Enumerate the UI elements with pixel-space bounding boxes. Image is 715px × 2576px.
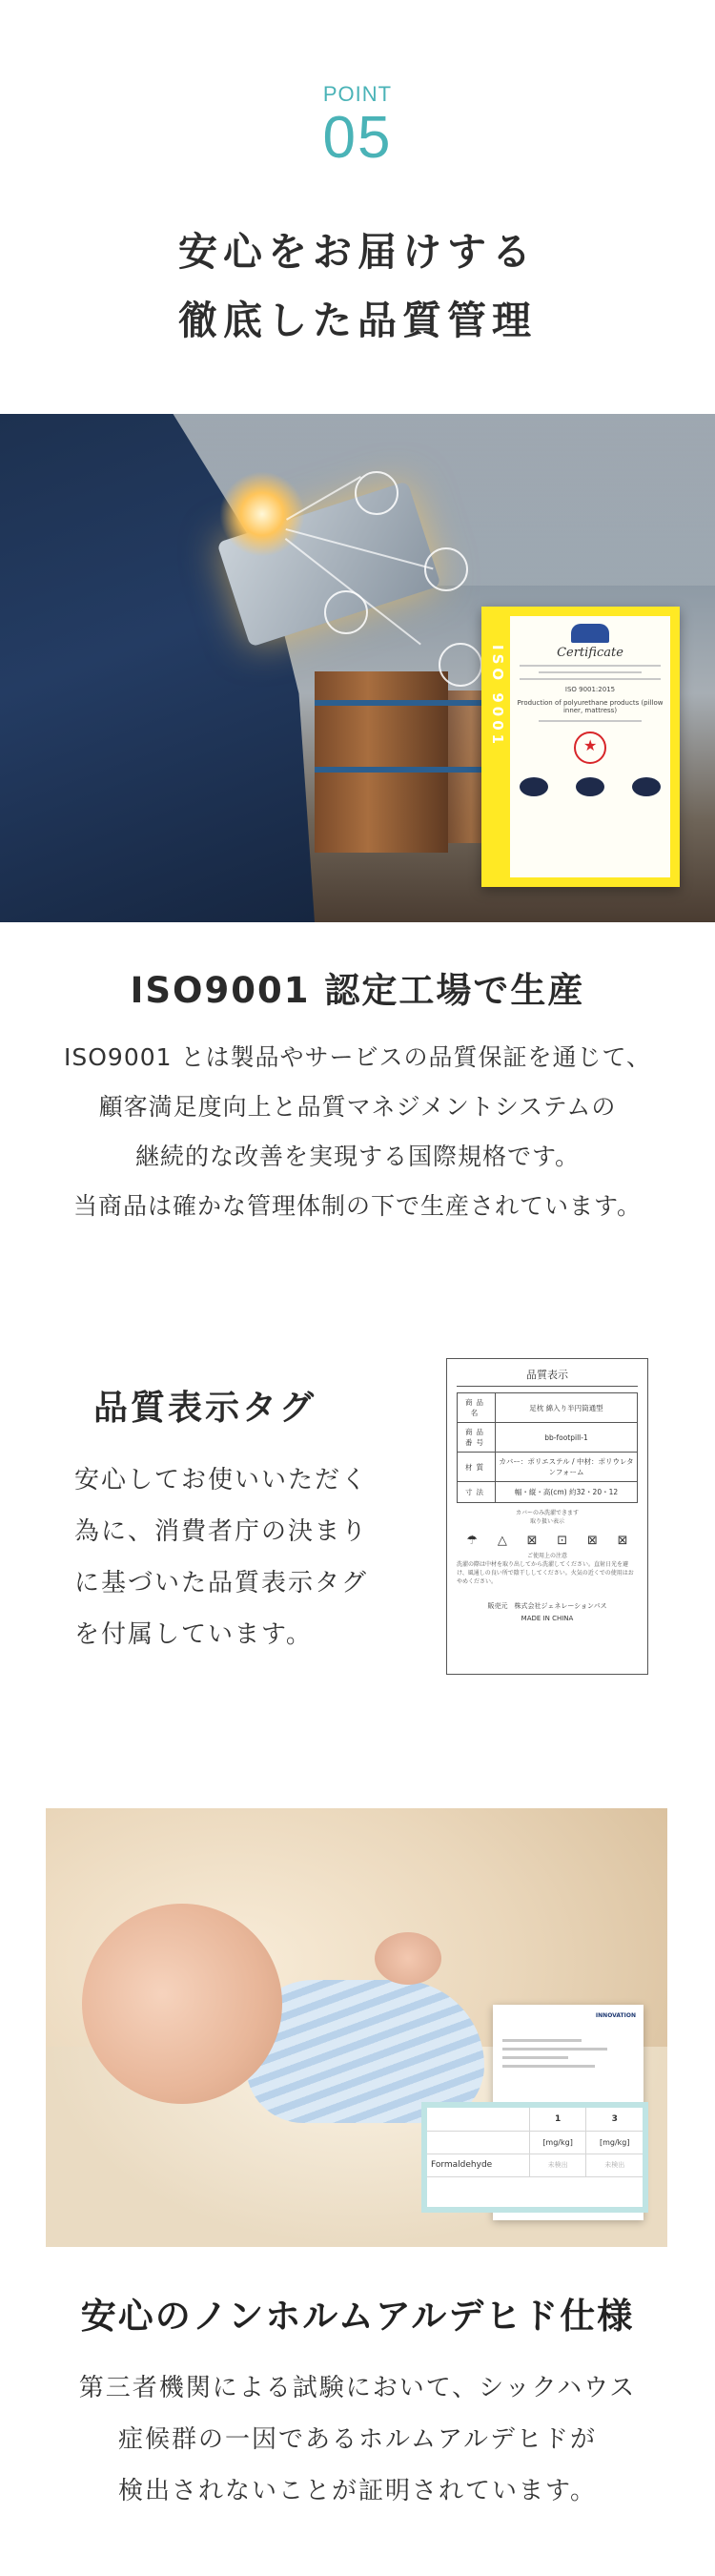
point-heading: [0, 82, 715, 171]
formaldehyde-body-line: 第三者機関による試験において、シックハウス: [78, 2374, 637, 2402]
label-maker: 販売元 株式会社ジェネレーションパス: [487, 1602, 607, 1610]
network-node-icon: [355, 471, 398, 515]
table-header-cell: 3: [586, 2108, 643, 2131]
iso-body-line: 顧客満足度向上と品質マネジメントシステムの: [98, 1093, 617, 1121]
red-seal-stamp: [574, 732, 606, 764]
table-unit-cell: [427, 2131, 529, 2154]
headline-line-1: 安心をお届けする: [178, 229, 537, 275]
shelf-beam: [315, 767, 505, 773]
eacc-logo: [520, 777, 548, 796]
headline-line-2: 徹底した品質管理: [178, 298, 537, 343]
label-value: 足枕 綿入り半円筒通型: [496, 1393, 638, 1423]
tag-body-line: 為に、消費者庁の決まり: [74, 1517, 369, 1546]
label-key: 商品名: [458, 1393, 496, 1423]
table-header-row: [427, 2108, 643, 2131]
table-unit-cell: [mg/kg]: [529, 2131, 586, 2154]
result-cell: 未検出: [529, 2154, 586, 2176]
label-value: 幅・縦・高(cm) 約32・20・12: [496, 1482, 638, 1503]
baby-head: [82, 1904, 282, 2104]
point-label: POINT: [322, 82, 393, 106]
care-subheading: 取り扱い表示: [529, 1518, 564, 1525]
text-line: [502, 2039, 582, 2042]
table-row: [458, 1393, 638, 1423]
table-row: [427, 2154, 643, 2176]
certificate-sheet: [510, 616, 670, 877]
table-row: [458, 1423, 638, 1453]
formaldehyde-section-body: [0, 2362, 715, 2517]
text-line: [502, 2056, 568, 2059]
text-line: [502, 2048, 607, 2050]
formaldehyde-table: [427, 2108, 643, 2177]
label-origin: MADE IN CHINA: [521, 1615, 574, 1622]
formaldehyde-section-title: 安心のノンホルムアルデヒド仕様: [80, 2296, 635, 2337]
label-value: bb-footpill-1: [496, 1423, 638, 1453]
network-node-icon: [439, 643, 482, 687]
text-line: [539, 720, 642, 722]
iso-certificate: [481, 607, 680, 887]
certificate-product: Production of polyurethane products (pillow inner, mattress): [517, 699, 664, 714]
shelf-beam: [315, 700, 505, 706]
tag-body-line: を付属しています。: [74, 1620, 313, 1649]
label-key: 材質: [458, 1453, 496, 1482]
table-unit-cell: [mg/kg]: [586, 2131, 643, 2154]
label-key: 寸法: [458, 1482, 496, 1503]
table-unit-row: [427, 2131, 643, 2154]
page-headline: [0, 217, 715, 355]
table-header-cell: 1: [529, 2108, 586, 2131]
notes-text: 洗濯の際は中材を取り出してから洗濯してください。直射日光を避け、風通しの良い所で陰干ししてください。火気の近くでの使用はおやめください。: [457, 1561, 634, 1585]
certificate-standard: ISO 9001:2015: [564, 686, 616, 693]
tag-section-body: [74, 1454, 418, 1660]
iso-section-title: ISO9001 認定工場で生産: [130, 970, 585, 1011]
care-icons: [457, 1534, 638, 1548]
iso-body-line: 継続的な改善を実現する国際規格です。: [134, 1143, 580, 1170]
care-symbol-icon: ⊠: [586, 1534, 598, 1548]
care-heading: カバーのみ洗濯できます: [515, 1510, 579, 1516]
text-line: [502, 2065, 595, 2068]
iso-body-line: ISO9001 とは製品やサービスの品質保証を通じて、: [64, 1043, 651, 1071]
iso-section-body: [0, 1033, 715, 1231]
table-header-cell: [427, 2108, 529, 2131]
certificate-title: Certificate: [557, 646, 623, 660]
tag-section-title: 品質表示タグ: [92, 1389, 317, 1428]
notes-heading: ご使用上の注意: [526, 1553, 567, 1559]
table-row: [458, 1453, 638, 1482]
care-symbol-icon: ⊠: [526, 1534, 538, 1548]
label-key: 商品番号: [458, 1423, 496, 1453]
quality-label-card: [446, 1358, 648, 1675]
care-symbol-icon: ⊠: [617, 1534, 628, 1548]
certificate-side-text: ISO 9001: [489, 645, 506, 749]
tag-body-line: に基づいた品質表示タグ: [74, 1569, 369, 1597]
care-symbol-icon: △: [497, 1534, 507, 1548]
formaldehyde-body-line: 症候群の一因であるホルムアルデヒドが: [118, 2425, 597, 2454]
text-line: [520, 665, 661, 667]
iso-body-line: 当商品は確かな管理体制の下で生産されています。: [72, 1192, 642, 1220]
table-row: [458, 1482, 638, 1503]
warehouse-shelf: [315, 671, 448, 853]
certificate-emblem-icon: [571, 624, 609, 643]
result-cell: 未検出: [586, 2154, 643, 2176]
care-symbol-icon: ⊡: [557, 1534, 568, 1548]
point-number: 05: [322, 105, 393, 171]
label-table: [457, 1392, 638, 1503]
text-line: [539, 671, 642, 673]
cnas-logo: [576, 777, 604, 796]
formaldehyde-result-box: [421, 2102, 648, 2213]
row-label: Formaldehyde: [427, 2154, 529, 2176]
label-value: カバー：ポリエステル / 中材：ポリウレタンフォーム: [496, 1453, 638, 1482]
text-line: [520, 678, 661, 680]
label-heading: 品質表示: [457, 1367, 638, 1387]
certificate-logos: [516, 777, 664, 796]
report-brand: INNOVATION: [595, 2012, 636, 2019]
care-symbol-icon: ☂: [466, 1534, 479, 1548]
baby-hand: [375, 1932, 441, 1985]
tag-body-line: 安心してお使いいただく: [74, 1466, 369, 1494]
iaf-logo: [632, 777, 661, 796]
formaldehyde-body-line: 検出されないことが証明されています。: [118, 2477, 597, 2505]
